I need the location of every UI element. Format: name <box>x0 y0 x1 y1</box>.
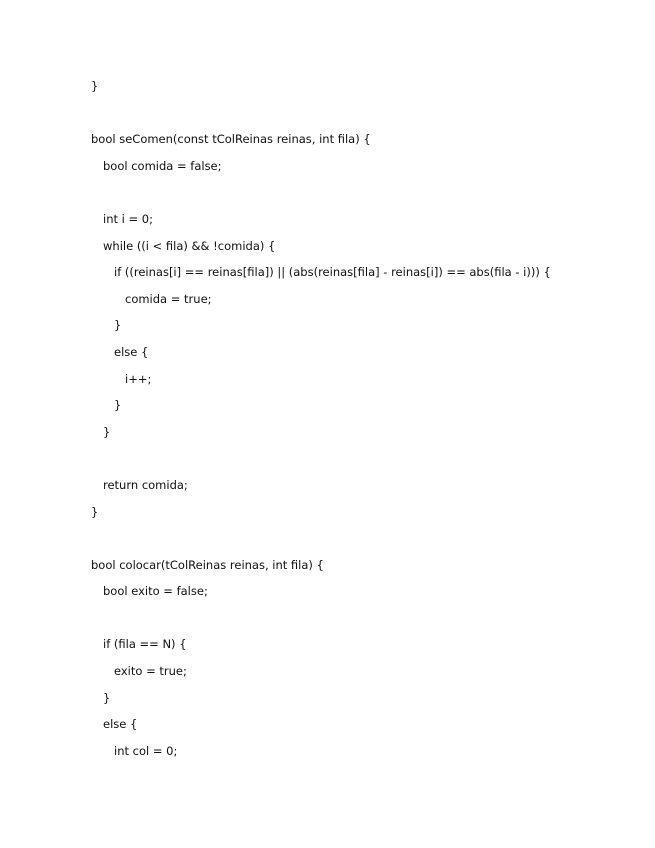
code-line: } <box>114 398 122 413</box>
code-listing <box>91 73 615 764</box>
code-line: } <box>103 424 111 439</box>
code-line: } <box>114 318 122 333</box>
code-line: } <box>91 504 99 519</box>
code-blank-line <box>91 605 615 632</box>
code-blank-line <box>91 445 615 472</box>
code-line: else { <box>103 717 138 732</box>
code-line: if (fila == N) { <box>103 637 187 652</box>
code-line: i++; <box>125 371 152 386</box>
code-line: } <box>91 79 99 93</box>
code-line: int col = 0; <box>114 743 178 758</box>
code-line: exito = true; <box>114 664 187 679</box>
code-line: while ((i < fila) && !comida) { <box>103 238 276 253</box>
code-line: bool seComen(const tColReinas reinas, int fila) { <box>91 132 371 147</box>
code-line: bool comida = false; <box>103 158 222 173</box>
code-line: bool exito = false; <box>103 584 208 599</box>
code-line: if ((reinas[i] == reinas[fila]) || (abs(reinas[fila] - reinas[i]) == abs(fila - i))) { <box>114 265 551 280</box>
code-blank-line <box>91 179 615 206</box>
code-line: } <box>103 690 111 705</box>
code-line: else { <box>114 344 149 359</box>
code-line: comida = true; <box>125 291 212 306</box>
code-line: return comida; <box>103 477 188 492</box>
code-line: int i = 0; <box>103 211 153 226</box>
code-blank-line <box>91 525 615 552</box>
code-line: bool colocar(tColReinas reinas, int fila) { <box>91 557 324 572</box>
code-blank-line <box>91 100 615 127</box>
